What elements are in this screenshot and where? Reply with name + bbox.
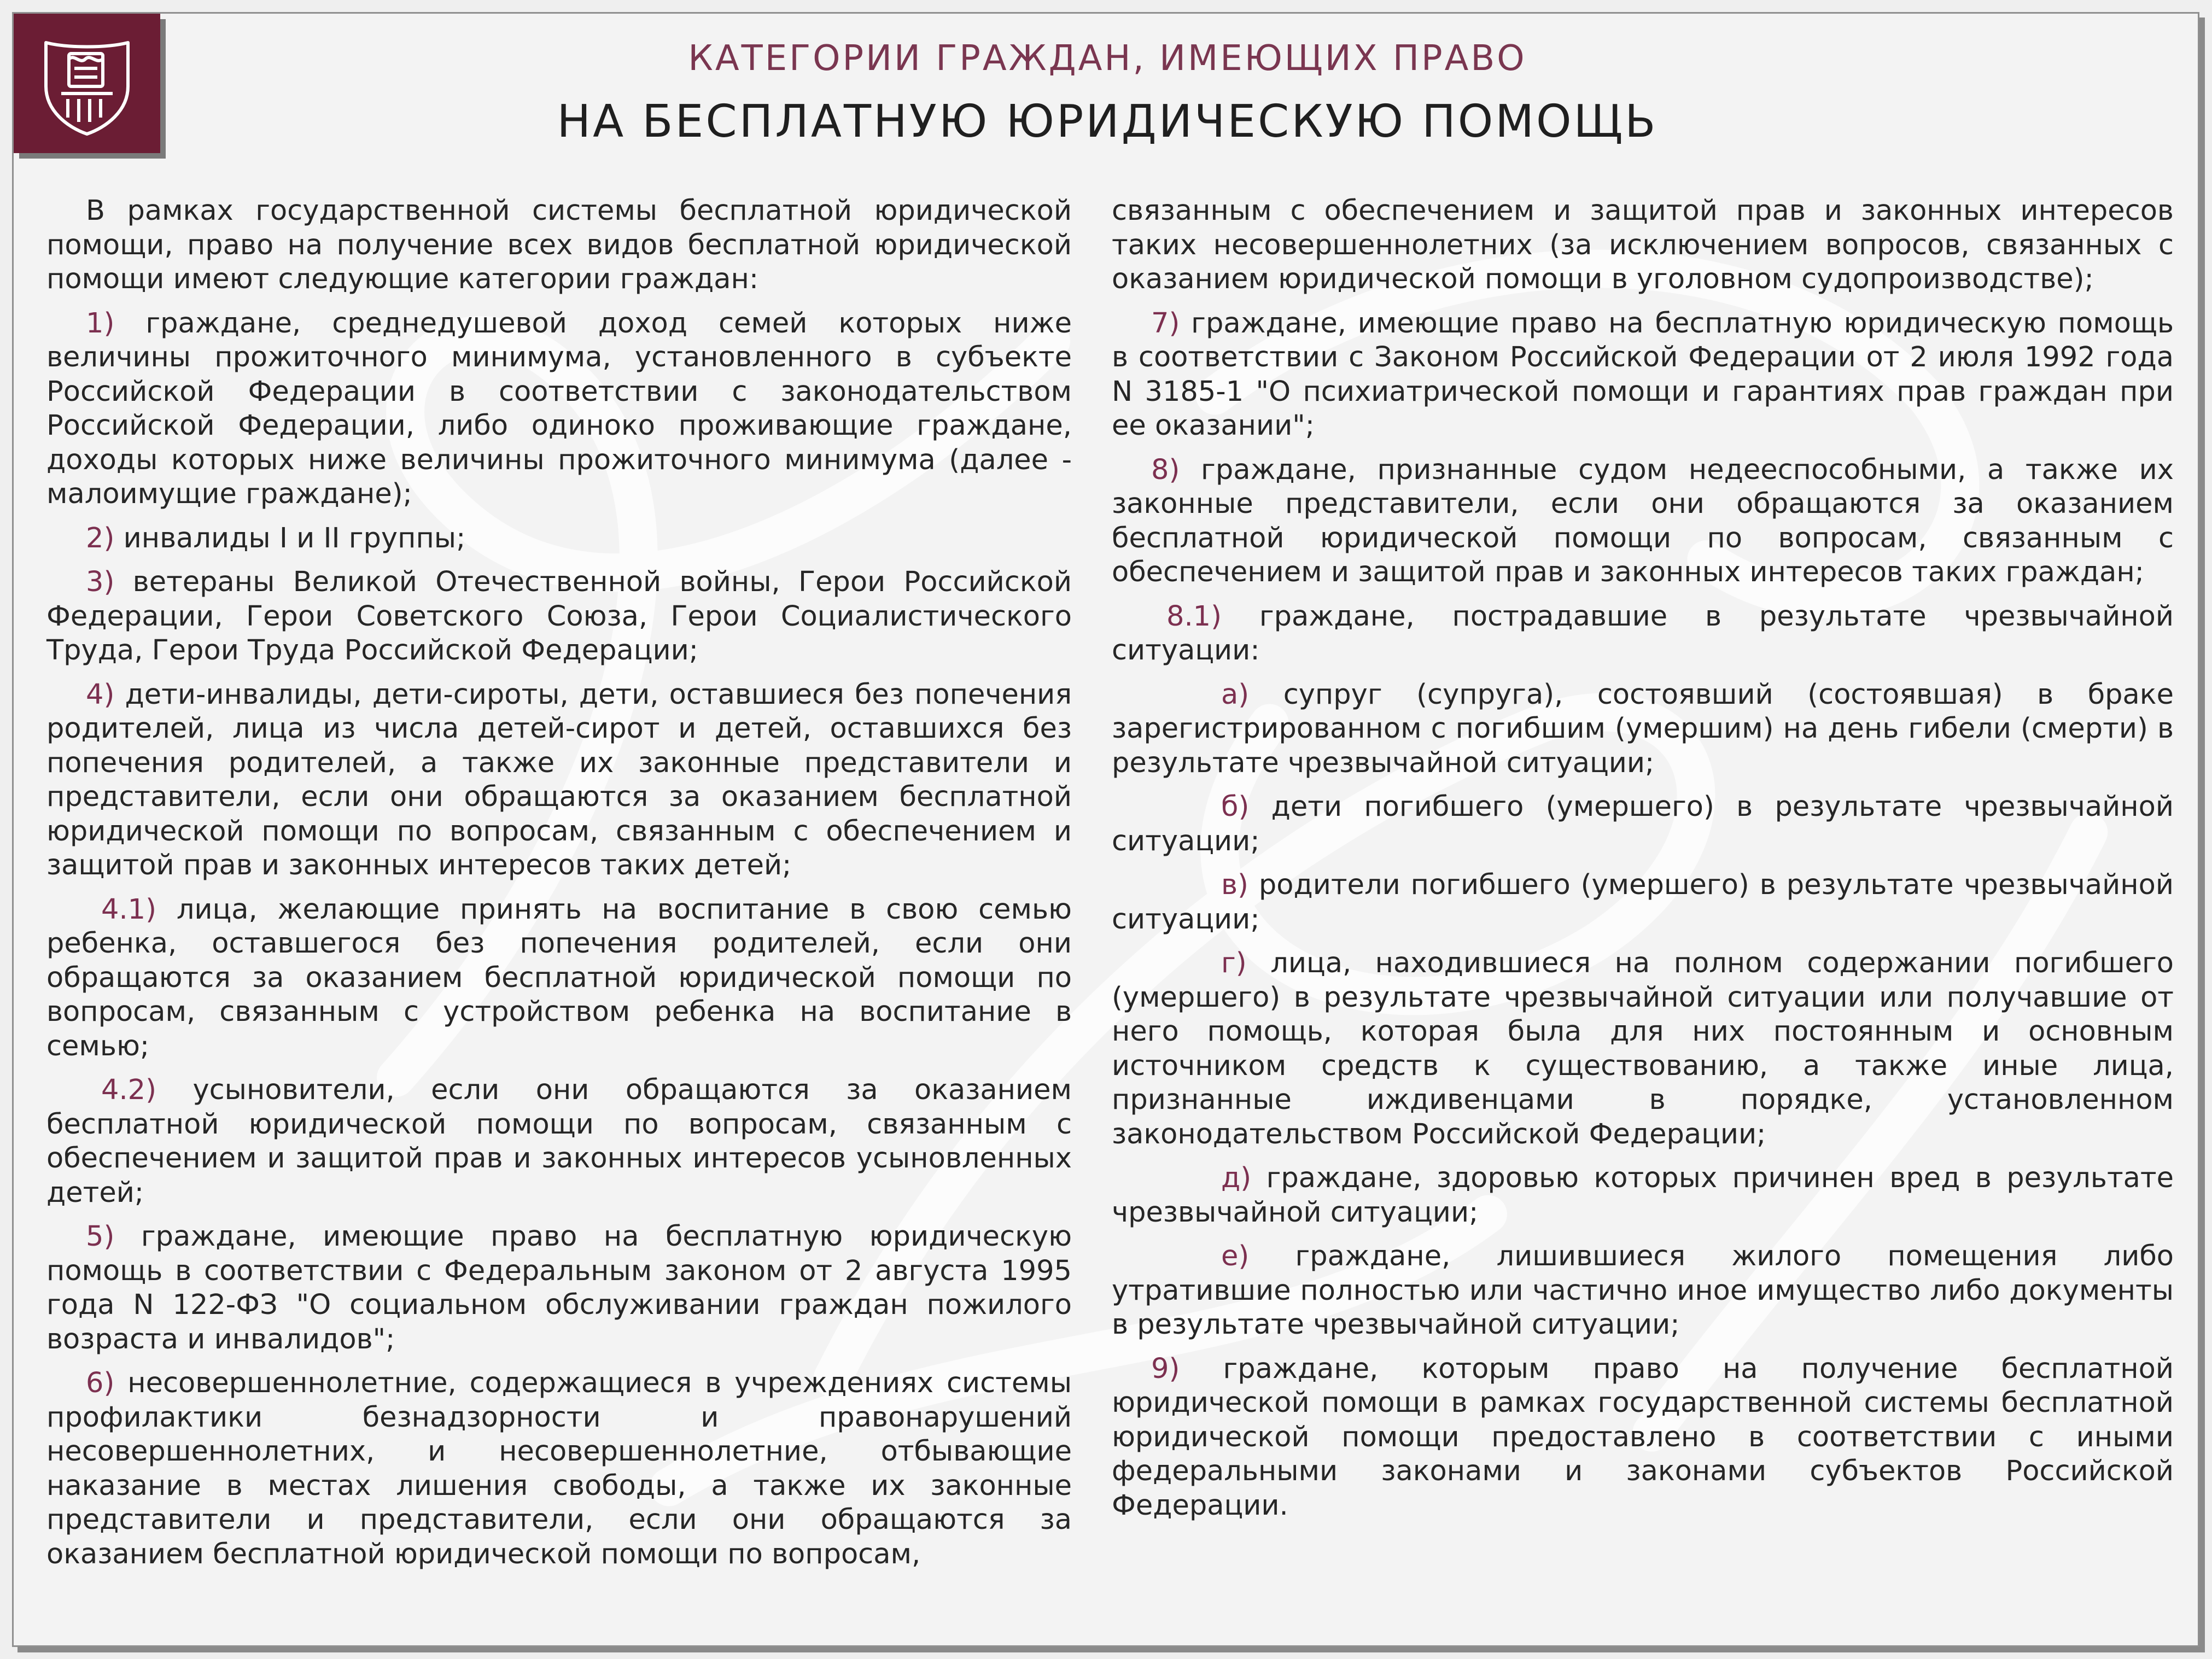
list-item bbox=[1112, 600, 2174, 668]
list-item-marker: 4.2) bbox=[101, 1074, 157, 1106]
left-column bbox=[46, 194, 1072, 1581]
list-item bbox=[46, 1220, 1072, 1357]
list-item-text: инвалиды I и II группы; bbox=[123, 522, 466, 554]
list-item-marker: 7) bbox=[1151, 307, 1180, 340]
list-item-text: граждане, признанные судом недееспособными, а также их законные представители, если они обращаются за оказанием бесплатной юридической помощи по вопросам, связанным с обеспечением и защитой прав и законных интересов таких граждан; bbox=[1112, 453, 2174, 588]
list-item-text: усыновители, если они обращаются за оказанием бесплатной юридической помощи по вопросам, связанным с обеспечением и защитой прав и законных интересов усыновленных детей; bbox=[46, 1074, 1072, 1209]
sub-list-item bbox=[1112, 790, 2174, 858]
list-item-text: граждане, здоровью которых причинен вред в результате чрезвычайной ситуации; bbox=[1112, 1162, 2174, 1229]
list-item-marker: 1) bbox=[86, 307, 115, 340]
list-item-marker: д) bbox=[1221, 1162, 1252, 1194]
intro-paragraph: В рамках государственной системы бесплатной юридической помощи, право на получение всех видов бесплатной юридической помощи имеют следующие категории граждан: bbox=[46, 195, 1072, 295]
list-item-marker: 3) bbox=[86, 566, 115, 598]
list-item-text: граждане, среднедушевой доход семей которых ниже величины прожиточного минимума, установленного в субъекте Российской Федерации в соответствии с законодательством Российской Федерации, либо одиноко проживающие граждане, доходы которых ниже величины прожиточного минимума (далее - малоимущие граждане); bbox=[46, 307, 1072, 510]
list-item bbox=[46, 565, 1072, 668]
list-item-marker: 5) bbox=[86, 1220, 115, 1253]
list-item-marker: 8.1) bbox=[1166, 600, 1222, 633]
list-item bbox=[1112, 307, 2174, 443]
list-item-text: несовершеннолетние, содержащиеся в учреждениях системы профилактики безнадзорности и правонарушений несовершеннолетних, и несовершеннолетние, отбывающие наказание в местах лишения свободы, а также их законные представители и представители, если они обращаются за оказанием бесплатной юридической помощи по вопросам, bbox=[46, 1367, 1072, 1570]
title-subheading: КАТЕГОРИИ ГРАЖДАН, ИМЕЮЩИХ ПРАВО bbox=[688, 38, 1527, 79]
list-item bbox=[46, 893, 1072, 1064]
list-item-marker: 4) bbox=[86, 678, 115, 711]
list-item-marker: в) bbox=[1221, 869, 1248, 901]
continuation-paragraph: связанным с обеспечением и защитой прав и законных интересов таких несовершеннолетних (за исключением вопросов, связанных с оказанием юридической помощи в уголовном судопроизводстве); bbox=[1112, 195, 2174, 295]
list-item bbox=[1112, 1352, 2174, 1523]
list-item bbox=[46, 307, 1072, 512]
sub-list-item bbox=[1112, 1161, 2174, 1230]
list-item bbox=[46, 1073, 1072, 1210]
sub-list-item bbox=[1112, 678, 2174, 781]
sub-list-item bbox=[1112, 947, 2174, 1152]
list-item-marker: г) bbox=[1221, 947, 1247, 979]
list-item-text: граждане, которым право на получение бесплатной юридической помощи в рамках государственной системы бесплатной юридической помощи предоставлено в соответствии с иными федеральными законами и законами субъектов Российской Федерации. bbox=[1112, 1352, 2174, 1522]
list-item-marker: б) bbox=[1221, 791, 1250, 823]
list-item-marker: 8) bbox=[1151, 453, 1180, 486]
list-item-text: граждане, пострадавшие в результате чрезвычайной ситуации: bbox=[1112, 600, 2174, 667]
document-sheet bbox=[12, 12, 2199, 1647]
list-item bbox=[46, 522, 1072, 556]
list-item-marker: 9) bbox=[1151, 1352, 1180, 1385]
list-item-text: лица, находившиеся на полном содержании погибшего (умершего) в результате чрезвычайной ситуации или получавшие от него помощь, которая была для них постоянным и основным источником средств к существованию, а также иные лица, признанные иждивенцами в порядке, установленном законодательством Российской Федерации; bbox=[1112, 947, 2174, 1150]
list-item-text: граждане, имеющие право на бесплатную юридическую помощь в соответствии с Федеральным законом от 2 августа 1995 года N 122-ФЗ "О социальном обслуживании граждан пожилого возраста и инвалидов"; bbox=[46, 1220, 1072, 1356]
list-item bbox=[46, 678, 1072, 883]
list-item bbox=[1112, 453, 2174, 590]
list-item bbox=[46, 1366, 1072, 1572]
sub-list-item bbox=[1112, 1240, 2174, 1342]
list-item-marker: 6) bbox=[86, 1367, 115, 1399]
list-item-text: граждане, лишившиеся жилого помещения либо утратившие полностью или частично иное имущество либо документы в результате чрезвычайной ситуации; bbox=[1112, 1240, 2174, 1341]
list-item-marker: е) bbox=[1221, 1240, 1250, 1272]
list-item-text: лица, желающие принять на воспитание в свою семью ребенка, оставшегося без попечения родителей, если они обращаются за оказанием бесплатной юридической помощи по вопросам, связанным с устройством ребенка на воспитание в семью; bbox=[46, 893, 1072, 1062]
list-item-text: дети-инвалиды, дети-сироты, дети, оставшиеся без попечения родителей, лица из числа детей-сирот и детей, оставшихся без попечения родителей, а также их законные представители и представители, если они обращаются за оказанием бесплатной юридической помощи по вопросам, связанным с обеспечением и защитой прав и законных интересов таких детей; bbox=[46, 678, 1072, 881]
list-item-marker: а) bbox=[1221, 678, 1250, 711]
list-item-text: граждане, имеющие право на бесплатную юридическую помощь в соответствии с Законом Российской Федерации от 2 июля 1992 года N 3185-1 "О психиатрической помощи и гарантиях прав граждан при ее оказании"; bbox=[1112, 307, 2174, 442]
sub-list-item bbox=[1112, 868, 2174, 937]
list-item-marker: 2) bbox=[86, 522, 115, 554]
list-item-marker: 4.1) bbox=[101, 893, 157, 926]
list-item-text: супруг (супруга), состоявший (состоявшая) в браке зарегистрированном с погибшим (умершим) на день гибели (смерти) в результате чрезвычайной ситуации; bbox=[1112, 678, 2174, 779]
list-item-text: родители погибшего (умершего) в результате чрезвычайной ситуации; bbox=[1112, 869, 2174, 936]
list-item-text: ветераны Великой Отечественной войны, Герои Российской Федерации, Герои Советского Союза, Герои Социалистического Труда, Герои Труда Российской Федерации; bbox=[46, 566, 1072, 667]
list-item-text: дети погибшего (умершего) в результате чрезвычайной ситуации; bbox=[1112, 791, 2174, 857]
page-title: НА БЕСПЛАТНУЮ ЮРИДИЧЕСКУЮ ПОМОЩЬ bbox=[557, 96, 1658, 148]
right-column bbox=[1112, 194, 2174, 1533]
